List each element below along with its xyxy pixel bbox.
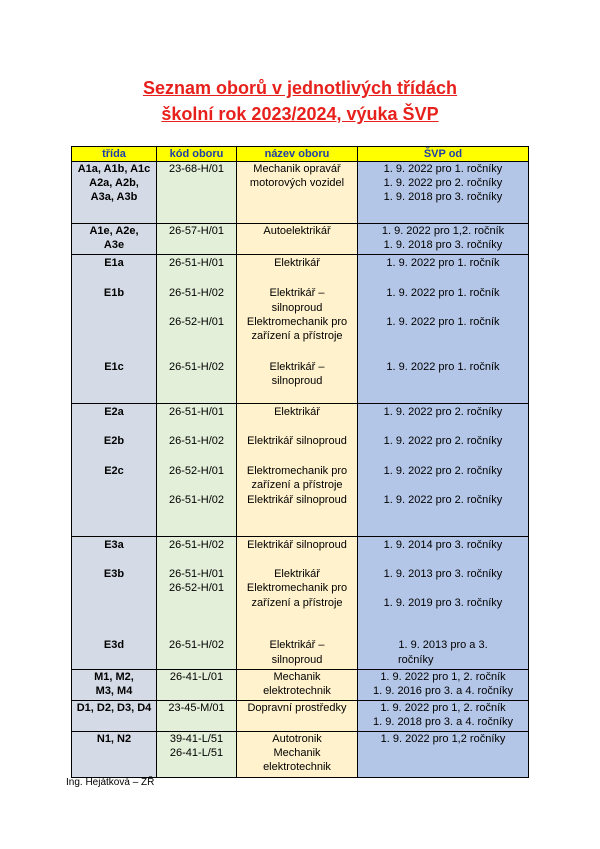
nazev-cell (237, 404, 358, 537)
svp-text: 1. 9. 2022 pro 1, 2. ročník (380, 702, 506, 714)
header-nazev-oboru: název oboru (237, 147, 358, 162)
trida-text: A1a, A1b, A1c (77, 163, 151, 175)
trida-cell (72, 537, 157, 670)
trida-text: M1, M2, (94, 671, 134, 683)
trida-cell (72, 255, 157, 404)
nazev-text: Elektrikář (274, 406, 320, 418)
svp-text: 1. 9. 2022 pro 1. ročník (386, 287, 500, 299)
kod-text: 26-52-H/01 (168, 465, 225, 477)
kod-text: 26-51-H/02 (168, 494, 225, 506)
trida-text: E1b (103, 287, 125, 299)
nazev-text: Elektrikář silnoproud (247, 435, 347, 447)
svp-text: 1. 9. 2019 pro 3. ročníky (383, 597, 503, 609)
nazev-text: Dopravní prostředky (247, 702, 347, 714)
svp-cell (358, 404, 529, 537)
table-row (72, 537, 529, 670)
nazev-cell (237, 537, 358, 670)
svp-text: 1. 9. 2022 pro 2. ročníky (383, 177, 503, 189)
table-row (72, 732, 529, 778)
nazev-text: silnoproud (271, 302, 323, 314)
nazev-cell (237, 162, 358, 224)
trida-text: A1e, A2e, (89, 225, 139, 237)
kod-text: 26-51-H/02 (168, 361, 225, 373)
svp-text: 1. 9. 2022 pro 1,2 ročníky (380, 733, 506, 745)
kod-cell (157, 255, 237, 404)
trida-text: A2a, A2b, (89, 177, 139, 189)
svp-text: 1. 9. 2018 pro 3. ročníky (383, 191, 503, 203)
nazev-cell (237, 224, 358, 255)
trida-text: E3a (104, 539, 124, 551)
svp-text: 1. 9. 2022 pro 2. ročníky (383, 494, 503, 506)
svp-cell (358, 732, 529, 778)
svp-text: ročníky (398, 654, 434, 666)
nazev-text: motorových vozidel (249, 177, 345, 189)
kod-cell (157, 537, 237, 670)
trida-text: E2b (103, 435, 125, 447)
trida-cell (72, 224, 157, 255)
kod-text: 26-51-H/01 (168, 257, 225, 269)
kod-text: 39-41-L/51 (169, 733, 224, 745)
svp-text: 1. 9. 2022 pro 1. ročník (386, 316, 500, 328)
svp-text: 1. 9. 2013 pro 3. ročníky (383, 568, 503, 580)
kod-text: 26-51-H/02 (168, 639, 225, 651)
trida-text: E3d (103, 639, 125, 651)
kod-cell (157, 162, 237, 224)
table-row (72, 162, 529, 224)
table-row (72, 670, 529, 701)
kod-text: 26-51-H/02 (168, 539, 225, 551)
kod-text: 26-51-H/01 (168, 568, 225, 580)
nazev-cell (237, 701, 358, 732)
nazev-text: silnoproud (271, 654, 323, 666)
kod-cell (157, 224, 237, 255)
nazev-text: Elektromechanik pro (246, 316, 348, 328)
trida-text: A3a, A3b (90, 191, 138, 203)
svp-text: 1. 9. 2014 pro 3. ročníky (383, 539, 503, 551)
svp-cell (358, 162, 529, 224)
nazev-text: Elektrikář silnoproud (247, 494, 347, 506)
svp-text: 1. 9. 2022 pro 1. ročník (386, 361, 500, 373)
kod-cell (157, 670, 237, 701)
table-row (72, 404, 529, 537)
trida-text: E2c (104, 465, 124, 477)
trida-text: D1, D2, D3, D4 (76, 702, 152, 714)
page-title-line2: školní rok 2023/2024, výuka ŠVP (161, 104, 439, 124)
nazev-text: Elektrikář – (269, 361, 325, 373)
svp-text: 1. 9. 2022 pro 1, 2. ročník (380, 671, 506, 683)
trida-text: E1c (104, 361, 124, 373)
nazev-text: Elektrikář (274, 257, 320, 269)
trida-text: A3e (103, 239, 125, 251)
trida-cell (72, 670, 157, 701)
table-row (72, 224, 529, 255)
svp-text: 1. 9. 2022 pro 2. ročníky (383, 435, 503, 447)
svp-text: 1. 9. 2013 pro a 3. (398, 639, 488, 651)
trida-cell (72, 404, 157, 537)
svp-text: 1. 9. 2022 pro 2. ročníky (383, 406, 503, 418)
field-of-study-table (71, 146, 529, 778)
trida-cell (72, 732, 157, 778)
nazev-text: Elektromechanik pro (246, 582, 348, 594)
kod-text: 26-57-H/01 (168, 225, 225, 237)
nazev-cell (237, 670, 358, 701)
nazev-text: elektrotechnik (263, 685, 331, 697)
table-header-row (72, 147, 529, 162)
kod-text: 26-41-L/51 (169, 747, 224, 759)
trida-cell (72, 701, 157, 732)
svp-cell (358, 701, 529, 732)
kod-text: 26-52-H/01 (168, 316, 225, 328)
footer-author: Ing. Hejátková – ZŘ (66, 777, 155, 788)
nazev-text: Autotronik (272, 733, 322, 745)
kod-text: 23-45-M/01 (168, 702, 225, 714)
kod-text: 26-51-H/01 (168, 406, 225, 418)
kod-text: 23-68-H/01 (168, 163, 225, 175)
kod-text: 26-51-H/02 (168, 435, 225, 447)
kod-text: 26-51-H/02 (168, 287, 225, 299)
kod-cell (157, 701, 237, 732)
nazev-cell (237, 732, 358, 778)
svp-cell (358, 255, 529, 404)
nazev-text: Elektrikář (274, 568, 320, 580)
kod-cell (157, 404, 237, 537)
header-trida: třída (72, 147, 157, 162)
nazev-text: Mechanik opravář (253, 163, 341, 175)
trida-text: E2a (104, 406, 124, 418)
nazev-text: zařízení a přístroje (251, 330, 343, 342)
svp-cell (358, 670, 529, 701)
nazev-text: Elektrikář – (269, 287, 325, 299)
svp-text: 1. 9. 2022 pro 1. ročník (386, 257, 500, 269)
nazev-text: zařízení a přístroje (251, 479, 343, 491)
kod-cell (157, 732, 237, 778)
svp-text: 1. 9. 2022 pro 1. ročníky (383, 163, 503, 175)
svp-cell (358, 537, 529, 670)
header-svp-od: ŠVP od (358, 147, 529, 162)
svp-text: 1. 9. 2018 pro 3. ročníky (383, 239, 503, 251)
nazev-text: Autoelektrikář (263, 225, 331, 237)
nazev-text: Elektromechanik pro (246, 465, 348, 477)
svp-text: 1. 9. 2016 pro 3. a 4. ročníky (372, 685, 514, 697)
kod-text: 26-41-L/01 (169, 671, 224, 683)
svp-text: 1. 9. 2022 pro 1,2. ročník (381, 225, 505, 237)
header-kod-oboru: kód oboru (157, 147, 237, 162)
trida-text: E3b (103, 568, 125, 580)
table-row (72, 255, 529, 404)
trida-text: E1a (104, 257, 124, 269)
svp-cell (358, 224, 529, 255)
nazev-text: elektrotechnik (263, 761, 331, 773)
table-row (72, 701, 529, 732)
trida-text: N1, N2 (96, 733, 132, 745)
nazev-text: zařízení a přístroje (251, 597, 343, 609)
nazev-cell (237, 255, 358, 404)
nazev-text: Mechanik (273, 747, 321, 759)
nazev-text: Elektrikář – (269, 639, 325, 651)
svp-text: 1. 9. 2022 pro 2. ročníky (383, 465, 503, 477)
nazev-text: Elektrikář silnoproud (247, 539, 347, 551)
trida-text: M3, M4 (95, 685, 133, 697)
nazev-text: silnoproud (271, 375, 323, 387)
trida-cell (72, 162, 157, 224)
kod-text: 26-52-H/01 (168, 582, 225, 594)
svp-text: 1. 9. 2018 pro 3. a 4. ročníky (372, 716, 514, 728)
nazev-text: Mechanik (273, 671, 321, 683)
page-title-line1: Seznam oborů v jednotlivých třídách (142, 78, 458, 98)
